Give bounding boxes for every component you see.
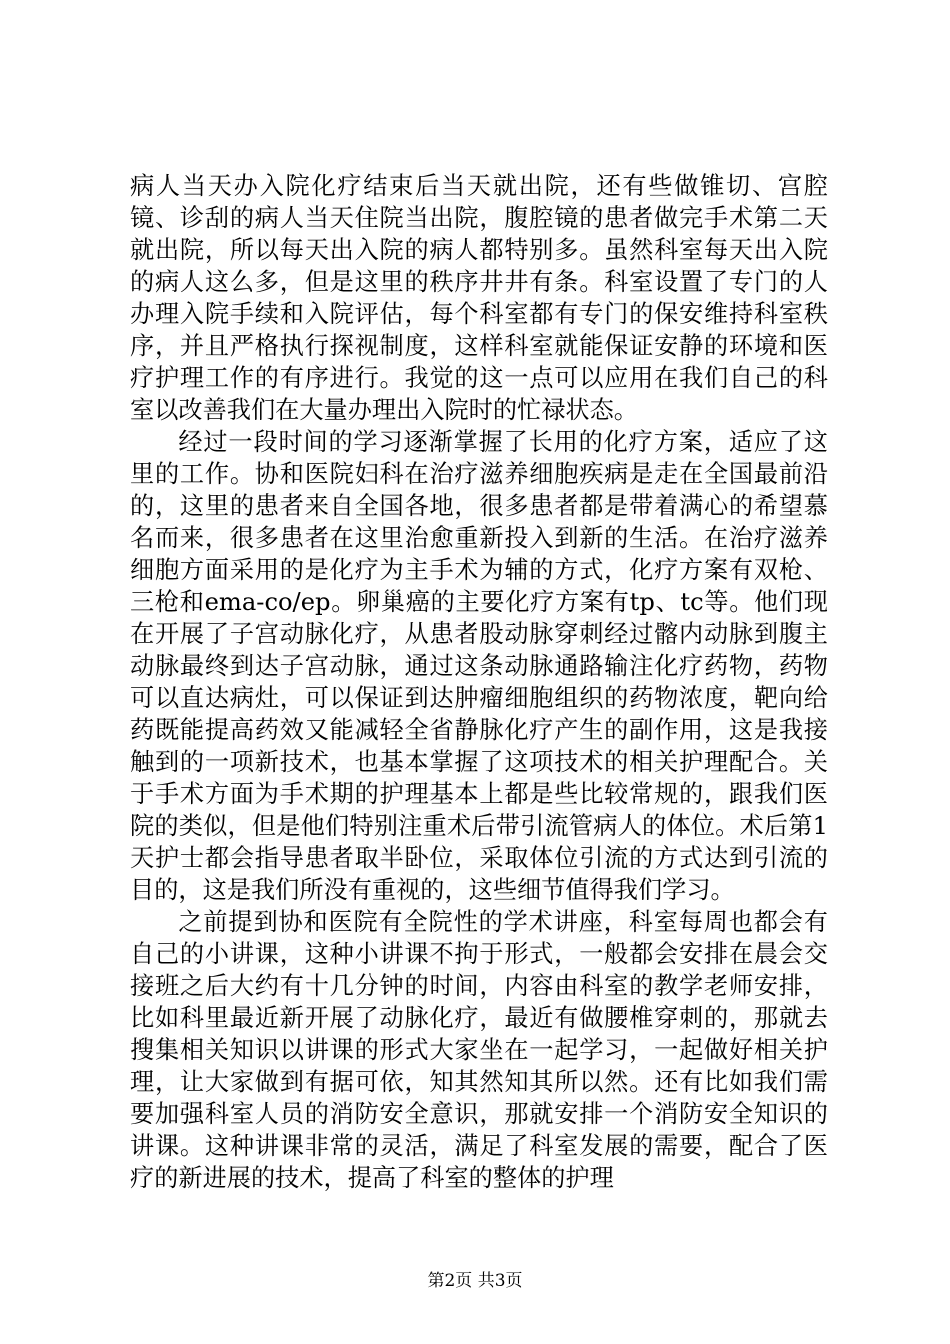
paragraph-1: 病人当天办入院化疗结束后当天就出院，还有些做锥切、宫腔镜、诊刮的病人当天住院当出院，腹腔镜的患者做完手术第二天就出院，所以每天出入院的病人都特别多。虽然科室每天出入院的病人这么多，但是这里的秩序井井有条。科室设置了专门的人办理入院手续和入院评估，每个科室都有专门的保安维持科室秩序，并且严格执行探视制度，这样科室就能保证安静的环境和医疗护理工作的有序进行。我觉的这一点可以应用在我们自己的科室以改善我们在大量办理出入院时的忙禄状态。 — [130, 172, 828, 424]
paragraph-3: 之前提到协和医院有全院性的学术讲座，科室每周也都会有自己的小讲课，这种小讲课不拘于形式，一般都会安排在晨会交接班之后大约有十几分钟的时间，内容由科室的教学老师安排，比如科里最近新开展了动脉化疗，最近有做腰椎穿刺的，那就去搜集相关知识以讲课的形式大家坐在一起学习，一起做好相关护理，让大家做到有据可依，知其然知其所以然。还有比如我们需要加强科室人员的消防安全意识，那就安排一个消防安全知识的讲课。这种讲课非常的灵活，满足了科室发展的需要，配合了医疗的新进展的技术，提高了科室的整体的护理 — [130, 908, 828, 1192]
page-footer: 第2页 共3页 — [427, 1271, 523, 1291]
paragraph-2: 经过一段时间的学习逐渐掌握了长用的化疗方案，适应了这里的工作。协和医院妇科在治疗滋养细胞疾病是走在全国最前沿的，这里的患者来自全国各地，很多患者都是带着满心的希望慕名而来，很多患者在这里治愈重新投入到新的生活。在治疗滋养细胞方面采用的是化疗为主手术为辅的方式，化疗方案有双枪、三枪和ema-co/ep。卵巢癌的主要化疗方案有tp、tc等。他们现在开展了子宫动脉化疗，从患者股动脉穿刺经过髂内动脉到腹主动脉最终到达子宫动脉，通过这条动脉通路输注化疗药物，药物可以直达病灶，可以保证到达肿瘤细胞组织的药物浓度，靶向给药既能提高药效又能减轻全省静脉化疗产生的副作用，这是我接触到的一项新技术，也基本掌握了这项技术的相关护理配合。关于手术方面为手术期的护理基本上都是些比较常规的，跟我们医院的类似，但是他们特别注重术后带引流管病人的体位。术后第1天护士都会指导患者取半卧位，采取体位引流的方式达到引流的目的，这是我们所没有重视的，这些细节值得我们学习。 — [130, 428, 828, 904]
document-body — [130, 170, 828, 1194]
